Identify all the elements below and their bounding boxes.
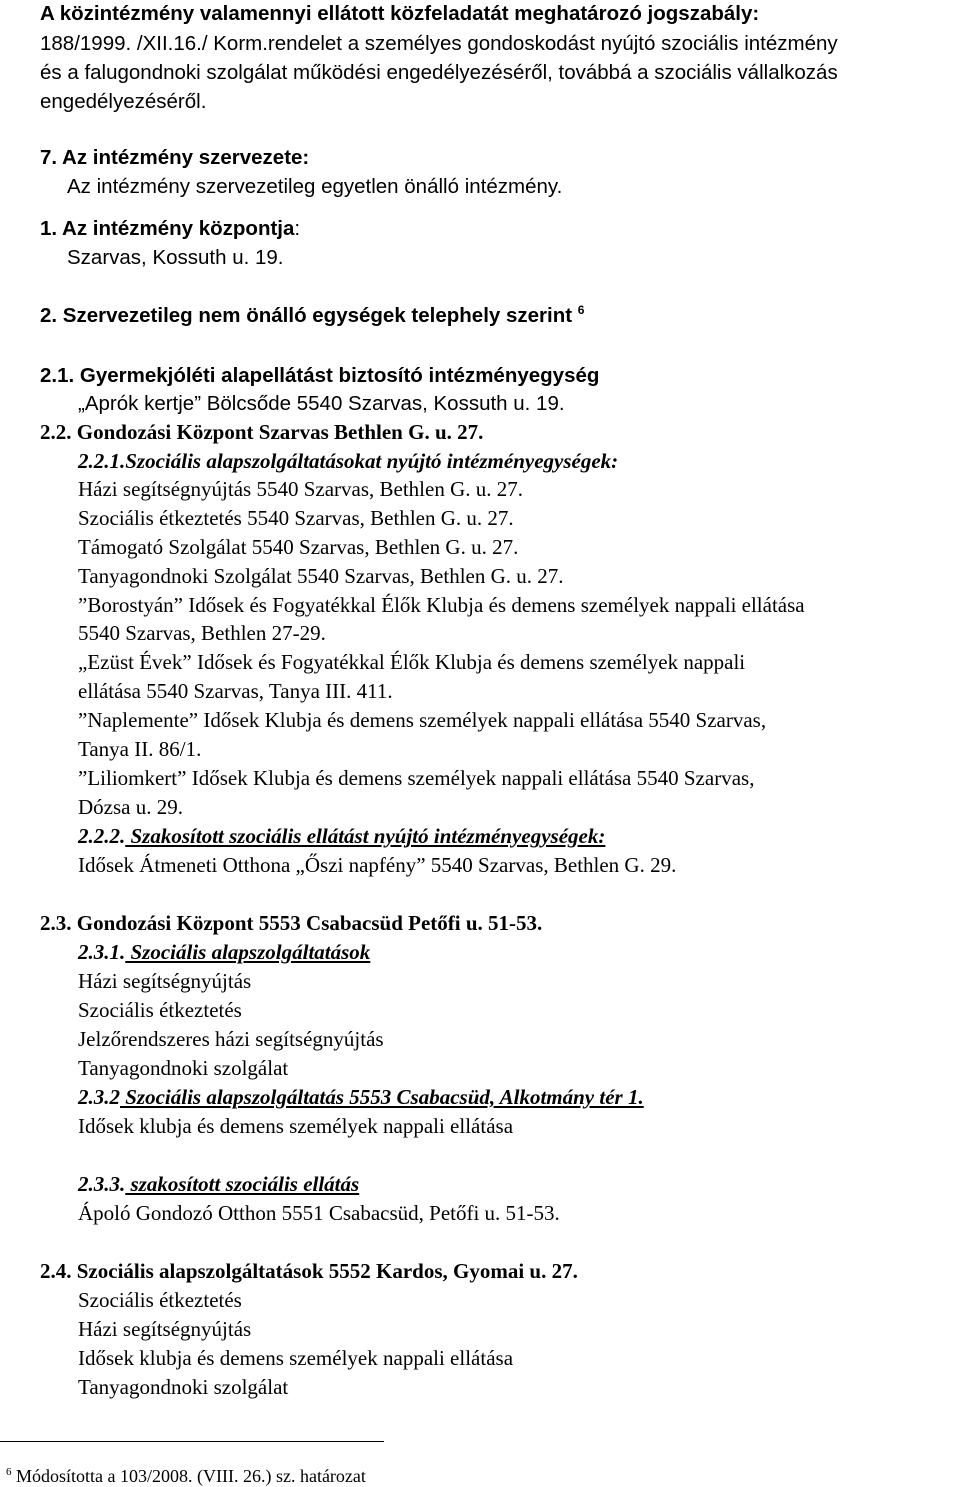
- service-line: Házi segítségnyújtás: [78, 969, 252, 993]
- service-line: Szociális étkeztetés: [78, 998, 242, 1022]
- section-1-title-text: 1. Az intézmény központja: [40, 217, 295, 240]
- service-line: Támogató Szolgálat 5540 Szarvas, Bethlen G. u. 27.: [78, 535, 519, 559]
- section-2-3-2-number: 2.3.2: [78, 1085, 120, 1109]
- section-2-3-3-number: 2.3.3.: [78, 1172, 126, 1196]
- service-line: Idősek Átmeneti Otthona „Őszi napfény” 5540 Szarvas, Bethlen G. 29.: [78, 853, 677, 877]
- section-2-3-3-title: [78, 1172, 359, 1197]
- section-2-3-1-title: [78, 940, 370, 965]
- section-2-2-title: 2.2. Gondozási Központ Szarvas Bethlen G. u. 27.: [40, 420, 484, 444]
- service-line: Szociális étkeztetés 5540 Szarvas, Bethlen G. u. 27.: [78, 506, 514, 530]
- service-line: 5540 Szarvas, Bethlen 27-29.: [78, 621, 326, 645]
- section-2-2-2-number: 2.2.2.: [78, 824, 126, 848]
- service-line: Házi segítségnyújtás 5540 Szarvas, Bethlen G. u. 27.: [78, 477, 523, 501]
- section-2-title-text: 2. Szervezetileg nem önálló egységek telephely szerint: [40, 304, 573, 327]
- section-2-2-2-heading: Szakosított szociális ellátást nyújtó intézményegységek:: [125, 824, 606, 848]
- service-line: Tanya II. 86/1.: [78, 737, 202, 761]
- service-line: Szociális étkeztetés: [78, 1288, 242, 1312]
- legal-basis-line: engedélyezéséről.: [40, 90, 207, 113]
- footnote-text: Módosította a 103/2008. (VIII. 26.) sz. határozat: [11, 1466, 366, 1486]
- service-line: Tanyagondnoki szolgálat: [78, 1375, 289, 1399]
- service-line: Tanyagondnoki Szolgálat 5540 Szarvas, Bethlen G. u. 27.: [78, 564, 564, 588]
- section-2-3-1-heading: Szociális alapszolgáltatások: [125, 940, 371, 964]
- service-line: Tanyagondnoki szolgálat: [78, 1056, 289, 1080]
- legal-basis-line: és a falugondnoki szolgálat működési engedélyezéséről, továbbá a szociális vállalkozás: [40, 61, 838, 84]
- section-1-address: Szarvas, Kossuth u. 19.: [67, 246, 284, 269]
- service-line: ”Naplemente” Idősek Klubja és demens személyek nappali ellátása 5540 Szarvas,: [78, 708, 767, 732]
- service-line: Dózsa u. 29.: [78, 795, 183, 819]
- section-2-1-line: „Aprók kertje” Bölcsőde 5540 Szarvas, Kossuth u. 19.: [78, 392, 565, 415]
- section-2-3-1-number: 2.3.1.: [78, 940, 126, 964]
- section-2-3-2-heading: Szociális alapszolgáltatás 5553 Csabacsüd, Alkotmány tér 1.: [120, 1085, 644, 1109]
- section-2-2-2-title: [78, 824, 605, 849]
- section-2-1-title: 2.1. Gyermekjóléti alapellátást biztosító intézményegység: [40, 364, 600, 387]
- service-line: „Ezüst Évek” Idősek és Fogyatékkal Élők Klubja és demens személyek nappali: [78, 650, 746, 674]
- section-2-title: [40, 304, 584, 328]
- section-7-title: 7. Az intézmény szervezete:: [40, 146, 310, 169]
- service-line: ellátása 5540 Szarvas, Tanya III. 411.: [78, 679, 393, 703]
- section-2-3-title: 2.3. Gondozási Központ 5553 Csabacsüd Petőfi u. 51-53.: [40, 911, 543, 935]
- service-line: Ápoló Gondozó Otthon 5551 Csabacsüd, Petőfi u. 51-53.: [78, 1201, 560, 1225]
- service-line: ”Liliomkert” Idősek Klubja és demens személyek nappali ellátása 5540 Szarvas,: [78, 766, 755, 790]
- section-1-colon: :: [294, 217, 301, 240]
- footnote-number: 6: [6, 1466, 12, 1478]
- section-2-3-3-heading: szakosított szociális ellátás: [125, 1172, 360, 1196]
- service-line: ”Borostyán” Idősek és Fogyatékkal Élők Klubja és demens személyek nappali ellátása: [78, 593, 805, 617]
- service-line: Jelzőrendszeres házi segítségnyújtás: [78, 1027, 384, 1051]
- footnote-separator: [0, 1441, 384, 1442]
- section-2-3-2-title: [78, 1085, 644, 1110]
- service-line: Idősek klubja és demens személyek nappali ellátása: [78, 1114, 514, 1138]
- footnote: [6, 1466, 366, 1487]
- section-1-title: [40, 217, 300, 241]
- section-2-4-title: 2.4. Szociális alapszolgáltatások 5552 Kardos, Gyomai u. 27.: [40, 1259, 578, 1283]
- legal-basis-title: A közintézmény valamennyi ellátott közfeladatát meghatározó jogszabály:: [40, 2, 760, 25]
- footnote-reference: 6: [577, 303, 585, 318]
- legal-basis-line: 188/1999. /XII.16./ Korm.rendelet a személyes gondoskodást nyújtó szociális intézmény: [40, 32, 838, 55]
- service-line: Idősek klubja és demens személyek nappali ellátása: [78, 1346, 514, 1370]
- section-7-text: Az intézmény szervezetileg egyetlen önálló intézmény.: [67, 175, 563, 198]
- section-2-2-1-title: 2.2.1.Szociális alapszolgáltatásokat nyújtó intézményegységek:: [78, 449, 619, 473]
- service-line: Házi segítségnyújtás: [78, 1317, 252, 1341]
